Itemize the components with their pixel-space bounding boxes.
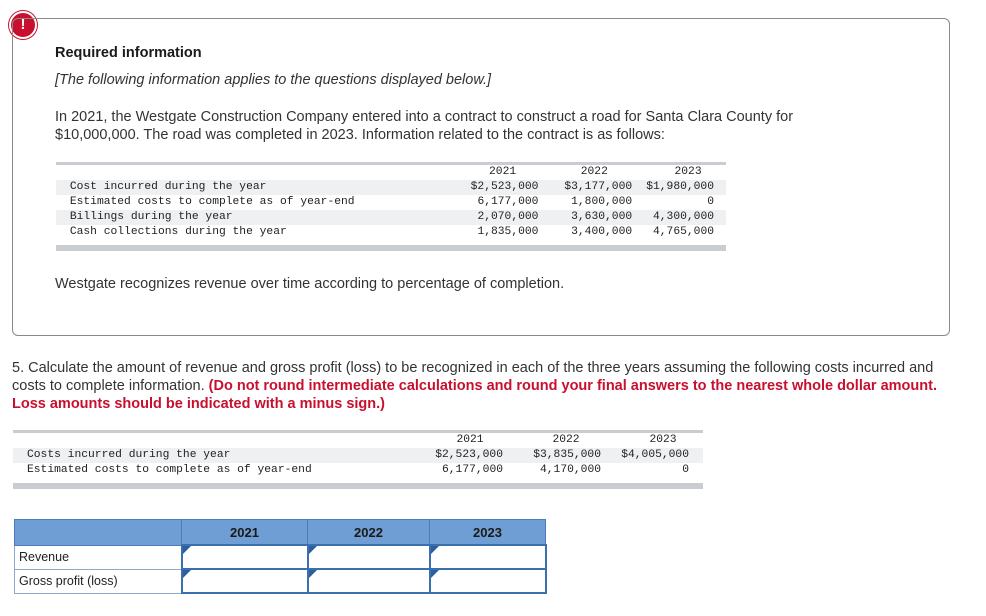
year-header: 2023 — [649, 434, 677, 446]
answer-header-blank — [15, 520, 182, 546]
gross-profit-2021-input[interactable] — [183, 570, 307, 592]
input-marker-icon — [431, 546, 439, 554]
input-marker-icon — [183, 570, 191, 578]
contract-intro: In 2021, the Westgate Construction Company entered into a contract to construct a road for Santa Clara County for $10,000,000. The road was completed in 2023. Information related to the contract is as follows: — [55, 109, 794, 143]
gross-profit-2022-input[interactable] — [309, 570, 429, 592]
row-label: Estimated costs to complete as of year-end — [27, 464, 312, 476]
cell-value: $1,980,000 — [632, 180, 726, 195]
cell-value: 3,400,000 — [571, 226, 633, 238]
revenue-2021-input[interactable] — [183, 546, 307, 568]
revenue-2021-cell — [182, 545, 308, 569]
revenue-2023-input[interactable] — [431, 546, 545, 568]
question-data-table — [13, 433, 703, 478]
alert-icon: ! — [9, 11, 37, 39]
contract-info-table — [56, 165, 726, 240]
year-header: 2022 — [552, 434, 580, 446]
cell-value: 6,177,000 — [441, 464, 503, 476]
revenue-2022-cell — [308, 545, 430, 569]
answer-row-label: Revenue — [15, 545, 182, 569]
cell-value: 2,070,000 — [449, 210, 539, 225]
cell-value: $2,523,000 — [407, 448, 503, 463]
cell-value: 4,170,000 — [539, 464, 601, 476]
cell-value: 1,800,000 — [571, 196, 633, 208]
row-label: Cost incurred during the year — [70, 180, 449, 195]
cell-value: $3,177,000 — [538, 180, 632, 195]
question-text — [12, 359, 942, 413]
input-marker-icon — [309, 570, 317, 578]
answer-header-row — [15, 520, 546, 546]
answer-row-label: Gross profit (loss) — [15, 569, 182, 593]
table-header-row — [13, 433, 703, 448]
answer-table — [14, 519, 547, 594]
question-instruction: (Do not round intermediate calculations and round your final answers to the nearest whole dollar amount. Loss amounts should be indicated with a minus sign.) — [12, 378, 937, 412]
year-header: 2022 — [580, 166, 608, 178]
row-label: Billings during the year — [70, 210, 449, 225]
answer-year-header: 2022 — [308, 520, 430, 546]
answer-year-header: 2023 — [430, 520, 546, 546]
cell-value: 3,630,000 — [538, 210, 632, 225]
required-info-title: Required information — [55, 45, 202, 61]
cell-value: $3,835,000 — [503, 448, 601, 463]
cell-value: 0 — [682, 464, 689, 476]
required-info-subtitle: [The following information applies to the questions displayed below.] — [55, 72, 492, 88]
input-marker-icon — [309, 546, 317, 554]
cell-value: $4,005,000 — [601, 448, 703, 463]
table-row — [56, 210, 726, 225]
year-header: 2021 — [489, 166, 517, 178]
cell-value: 1,835,000 — [477, 226, 539, 238]
table-row — [13, 448, 703, 463]
year-header: 2023 — [674, 166, 702, 178]
gross-profit-2021-cell — [182, 569, 308, 593]
answer-year-header: 2021 — [182, 520, 308, 546]
gross-profit-2022-cell — [308, 569, 430, 593]
question-prompt: 5. Calculate the amount of revenue and gross profit (loss) to be recognized in each of the three years assuming the following costs incurred and costs to complete information. — [12, 360, 934, 394]
revenue-recognition-note: Westgate recognizes revenue over time according to percentage of completion. — [55, 276, 565, 292]
gross-profit-2023-cell — [430, 569, 546, 593]
table-row — [56, 195, 726, 210]
table-row — [56, 225, 726, 240]
row-label: Costs incurred during the year — [27, 448, 407, 463]
table-bottom-rule — [56, 245, 726, 251]
revenue-2022-input[interactable] — [309, 546, 429, 568]
table-row — [13, 463, 703, 478]
row-label: Estimated costs to complete as of year-end — [69, 196, 355, 208]
answer-row-revenue — [15, 545, 546, 569]
input-marker-icon — [183, 546, 191, 554]
input-marker-icon — [431, 570, 439, 578]
gross-profit-2023-input[interactable] — [431, 570, 545, 592]
year-header: 2021 — [456, 434, 484, 446]
row-label: Cash collections during the year — [69, 226, 287, 238]
cell-value: 4,765,000 — [652, 226, 714, 238]
cell-value: 6,177,000 — [477, 196, 539, 208]
answer-row-gross-profit — [15, 569, 546, 593]
cell-value: 0 — [707, 196, 714, 208]
cell-value: $2,523,000 — [449, 180, 539, 195]
table-bottom-rule — [13, 483, 703, 489]
revenue-2023-cell — [430, 545, 546, 569]
table-header-row — [56, 165, 726, 180]
cell-value: 4,300,000 — [632, 210, 726, 225]
table-row — [56, 180, 726, 195]
